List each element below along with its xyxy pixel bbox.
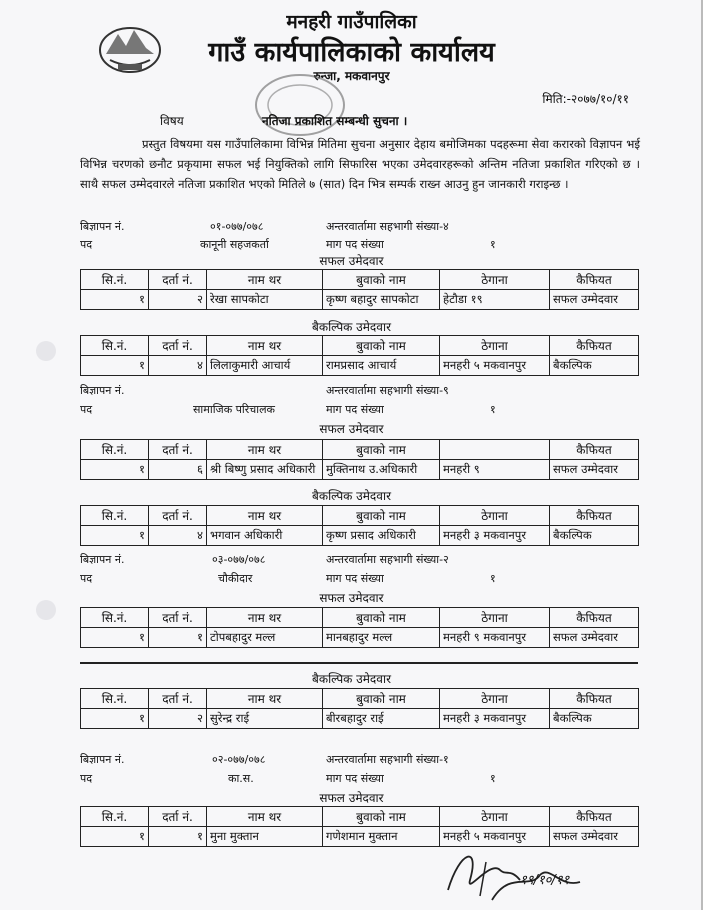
alternate-table: [80, 335, 639, 376]
header-cell: नाम थर: [207, 270, 323, 290]
post-value: चौकीदार: [218, 572, 253, 585]
reg-no-cell: १: [149, 827, 207, 847]
header-cell: नाम थर: [207, 506, 323, 526]
table-row: [81, 460, 639, 480]
serial-cell: १: [81, 628, 149, 648]
header-cell: [440, 440, 550, 460]
table-header-row: [81, 506, 639, 526]
punch-hole: [36, 600, 56, 620]
header-cell: दर्ता नं.: [149, 506, 207, 526]
table-row: [81, 709, 639, 729]
remark-cell: बैकल्पिक: [550, 356, 639, 376]
demand-label: माग पद संख्या: [326, 238, 384, 251]
demand-value: १: [490, 403, 496, 416]
serial-cell: १: [81, 709, 149, 729]
remark-cell: सफल उम्मेदवार: [550, 827, 639, 847]
remark-cell: बैकल्पिक: [550, 526, 639, 546]
post-label: पद: [80, 772, 93, 785]
subject-text: नतिजा प्रकाशित सम्बन्धी सुचना ।: [262, 114, 408, 128]
post-value: का.स.: [228, 772, 254, 785]
successful-table: [80, 269, 639, 310]
header-cell: बुवाको नाम: [323, 807, 440, 827]
demand-label: माग पद संख्या: [326, 572, 384, 585]
reg-no-cell: ४: [149, 356, 207, 376]
header-cell: सि.नं.: [81, 807, 149, 827]
name-cell: सुरेन्द्र राई: [207, 709, 323, 729]
demand-label: माग पद संख्या: [326, 772, 384, 785]
header-cell: कैफियत: [550, 440, 639, 460]
header-cell: नाम थर: [207, 689, 323, 709]
name-cell: भगवान अधिकारी: [207, 526, 323, 546]
signature-date: १९/१०/११: [520, 873, 570, 888]
interview-count: अन्तरवार्तामा सहभागी संख्या-२: [326, 553, 449, 566]
alternate-table: [80, 505, 639, 546]
alternate-table: [80, 688, 639, 729]
demand-value: १: [490, 238, 496, 251]
ad-no-value: ०२-०७७/०७८: [212, 753, 266, 766]
name-cell: लिलाकुमारी आचार्य: [207, 356, 323, 376]
successful-caption: सफल उमेदवार: [319, 591, 384, 605]
remark-cell: सफल उम्मेदवार: [550, 460, 639, 480]
demand-value: १: [490, 772, 496, 785]
table-header-row: [81, 336, 639, 356]
serial-cell: १: [81, 290, 149, 310]
ad-no-value: ०१-०७७/०७८: [210, 220, 264, 233]
table-header-row: [81, 689, 639, 709]
reg-no-cell: १: [149, 628, 207, 648]
post-label: पद: [80, 572, 93, 585]
header-cell: सि.नं.: [81, 608, 149, 628]
father-name-cell: गणेशमान मुक्तान: [323, 827, 440, 847]
successful-table: [80, 439, 639, 480]
header-cell: दर्ता नं.: [149, 689, 207, 709]
header-cell: कैफियत: [550, 506, 639, 526]
header-cell: बुवाको नाम: [323, 506, 440, 526]
municipality-name: मनहरी गाउँपालिका: [286, 11, 417, 33]
serial-cell: १: [81, 356, 149, 376]
ad-no-label: बिज्ञापन नं.: [80, 220, 125, 233]
header-cell: बुवाको नाम: [323, 689, 440, 709]
header-cell: सि.नं.: [81, 689, 149, 709]
remark-cell: सफल उम्मेदवार: [550, 628, 639, 648]
header-cell: सि.नं.: [81, 270, 149, 290]
ad-no-label: बिज्ञापन नं.: [80, 753, 125, 766]
notice-date: मिति:-२०७७/१०/११: [542, 92, 629, 106]
post-value: कानूनी सहजकर्ता: [200, 238, 269, 251]
header-cell: बुवाको नाम: [323, 440, 440, 460]
successful-caption: सफल उमेदवार: [319, 422, 384, 436]
alternate-caption: बैकल्पिक उमेदवार: [312, 489, 391, 503]
header-cell: ठेगाना: [440, 807, 550, 827]
remark-cell: सफल उम्मेदवार: [550, 290, 639, 310]
header-cell: नाम थर: [207, 336, 323, 356]
alternate-caption: बैकल्पिक उमेदवार: [312, 320, 391, 334]
successful-table: [80, 607, 639, 648]
interview-count: अन्तरवार्तामा सहभागी संख्या-९: [326, 384, 449, 397]
notice-body-text: प्रस्तुत विषयमा यस गाउँपालिकामा विभिन्न मितिमा सुचना अनुसार देहाय बमोजिमका पदहरूमा सेवा करारको विज्ञापन भई विभिन्न चरणको छनौट प्रकृयामा सफल भई नियुक्तिको लागि सिफारिस भएका उमेदवारहरूको अन्तिम नतिजा प्रकाशित गरिएको छ । साथै सफल उम्मेदवारले नतिजा प्रकाशित भएको मितिले ७ (सात) दिन भित्र सम्पर्क राख्न आउनु हुन जानकारी गराइन्छ ।: [80, 137, 640, 191]
header-cell: सि.नं.: [81, 336, 149, 356]
header-cell: दर्ता नं.: [149, 807, 207, 827]
header-cell: बुवाको नाम: [323, 336, 440, 356]
table-header-row: [81, 807, 639, 827]
reg-no-cell: ४: [149, 526, 207, 546]
header-cell: दर्ता नं.: [149, 440, 207, 460]
official-stamp-icon: [252, 70, 348, 140]
section-divider: [80, 662, 638, 664]
interview-count: अन्तरवार्तामा सहभागी संख्या-१: [326, 753, 449, 766]
header-cell: नाम थर: [207, 807, 323, 827]
alternate-caption: बैकल्पिक उमेदवार: [312, 672, 391, 686]
post-label: पद: [80, 403, 93, 416]
father-name-cell: मानबहादुर मल्ल: [323, 628, 440, 648]
header-cell: ठेगाना: [440, 689, 550, 709]
header-cell: कैफियत: [550, 336, 639, 356]
header-cell: सि.नं.: [81, 506, 149, 526]
office-title: गाउँ कार्यपालिकाको कार्यालय: [208, 37, 495, 68]
remark-cell: बैकल्पिक: [550, 709, 639, 729]
father-name-cell: कृष्ण बहादुर सापकोटा: [323, 290, 440, 310]
serial-cell: १: [81, 827, 149, 847]
name-cell: टोपबहादुर मल्ल: [207, 628, 323, 648]
address-cell: मनहरी ३ मकवानपुर: [440, 709, 550, 729]
ad-no-value: ०३-०७७/०७८: [212, 553, 266, 566]
name-cell: श्री बिष्णु प्रसाद अधिकारी: [207, 460, 323, 480]
reg-no-cell: ६: [149, 460, 207, 480]
table-row: [81, 356, 639, 376]
demand-label: माग पद संख्या: [326, 403, 384, 416]
successful-caption: सफल उमेदवार: [319, 791, 384, 805]
post-value: सामाजिक परिचालक: [193, 403, 276, 416]
father-name-cell: कृष्ण प्रसाद अधिकारी: [323, 526, 440, 546]
header-cell: ठेगाना: [440, 608, 550, 628]
address-cell: मनहरी ५ मकवानपुर: [440, 827, 550, 847]
header-cell: नाम थर: [207, 608, 323, 628]
demand-value: १: [490, 572, 496, 585]
header-cell: दर्ता नं.: [149, 270, 207, 290]
notice-body: [80, 134, 640, 194]
father-name-cell: मुक्तिनाथ उ.अधिकारी: [323, 460, 440, 480]
successful-caption: सफल उमेदवार: [319, 254, 384, 268]
name-cell: रेखा सापकोटा: [207, 290, 323, 310]
header-cell: बुवाको नाम: [323, 608, 440, 628]
address-cell: मनहरी ५ मकवानपुर: [440, 356, 550, 376]
interview-count: अन्तरवार्तामा सहभागी संख्या-४: [326, 220, 449, 233]
father-name-cell: रामप्रसाद आचार्य: [323, 356, 440, 376]
table-row: [81, 526, 639, 546]
address-cell: हेटौडा १९: [440, 290, 550, 310]
header-cell: ठेगाना: [440, 506, 550, 526]
reg-no-cell: २: [149, 709, 207, 729]
header-cell: नाम थर: [207, 440, 323, 460]
header-cell: सि.नं.: [81, 440, 149, 460]
table-row: [81, 290, 639, 310]
post-label: पद: [80, 238, 93, 251]
address-cell: मनहरी ९ मकवानपुर: [440, 628, 550, 648]
header-cell: कैफियत: [550, 608, 639, 628]
address-cell: मनहरी ३ मकवानपुर: [440, 526, 550, 546]
table-header-row: [81, 270, 639, 290]
subject-label: विषय: [160, 114, 184, 128]
header-cell: ठेगाना: [440, 270, 550, 290]
serial-cell: १: [81, 526, 149, 546]
name-cell: मुना मुक्तान: [207, 827, 323, 847]
ad-no-label: बिज्ञापन नं.: [80, 553, 125, 566]
header-cell: कैफियत: [550, 807, 639, 827]
table-header-row: [81, 440, 639, 460]
office-address: रुन्जा, मकवानपुर: [313, 69, 390, 83]
ad-no-label: बिज्ञापन नं.: [80, 384, 125, 397]
table-row: [81, 628, 639, 648]
header-cell: कैफियत: [550, 270, 639, 290]
father-name-cell: बीरबहादुर राई: [323, 709, 440, 729]
header-cell: ठेगाना: [440, 336, 550, 356]
header-cell: दर्ता नं.: [149, 336, 207, 356]
reg-no-cell: २: [149, 290, 207, 310]
header-cell: दर्ता नं.: [149, 608, 207, 628]
serial-cell: १: [81, 460, 149, 480]
header-cell: कैफियत: [550, 689, 639, 709]
table-header-row: [81, 608, 639, 628]
header-cell: बुवाको नाम: [323, 270, 440, 290]
address-cell: मनहरी ९: [440, 460, 550, 480]
punch-hole: [36, 341, 56, 361]
